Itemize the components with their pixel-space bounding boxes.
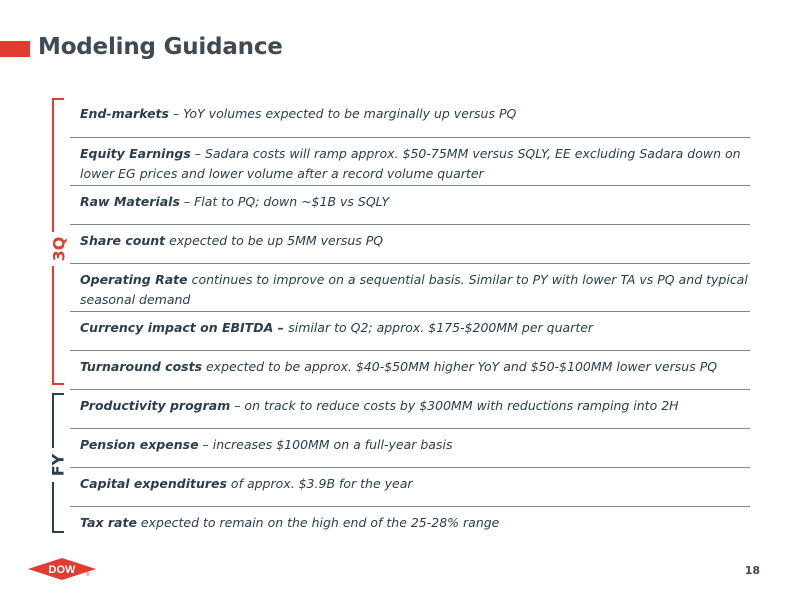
item-text: – YoY volumes expected to be marginally up versus PQ xyxy=(168,106,517,121)
list-item xyxy=(70,351,750,390)
list-item xyxy=(70,429,750,468)
list-item xyxy=(70,507,750,546)
bracket-3q-label: 3Q xyxy=(49,236,69,262)
item-text: – increases $100MM on a full-year basis xyxy=(198,437,453,452)
item-heading: Capital expenditures xyxy=(80,476,227,491)
item-heading: End-markets xyxy=(80,106,169,121)
item-heading: Productivity program xyxy=(80,398,231,413)
item-text: – Flat to PQ; down ~$1B vs SQLY xyxy=(179,194,390,209)
list-item xyxy=(70,390,750,429)
item-text: similar to Q2; approx. $175-$200MM per quarter xyxy=(288,320,594,335)
item-heading: Operating Rate xyxy=(80,272,188,287)
item-heading: Raw Materials xyxy=(80,194,180,209)
item-text: expected to remain on the high end of the 25-28% range xyxy=(136,515,500,530)
list-item xyxy=(70,186,750,225)
dow-logo-mark: ® xyxy=(86,572,90,578)
item-text: expected to be up 5MM versus PQ xyxy=(165,233,384,248)
item-text: – Sadara costs will ramp approx. $50-75MM versus SQLY, EE excluding Sadara down on lower EG prices and lower volume after a record volume quarter xyxy=(80,146,741,181)
item-text: of approx. $3.9B for the year xyxy=(226,476,413,491)
bracket-fy-label: FY xyxy=(48,453,68,477)
list-item xyxy=(70,98,750,138)
guidance-list xyxy=(70,98,750,546)
bracket-3q-label-wrap xyxy=(47,232,69,266)
item-text: – on track to reduce costs by $300MM with reductions ramping into 2H xyxy=(230,398,679,413)
list-item xyxy=(70,468,750,507)
item-text: expected to be approx. $40-$50MM higher YoY and $50-$100MM lower versus PQ xyxy=(202,359,718,374)
bracket-fy-label-wrap xyxy=(47,448,68,482)
list-item xyxy=(70,312,750,351)
page-title: Modeling Guidance xyxy=(38,34,283,60)
list-item xyxy=(70,138,750,186)
item-heading: Currency impact on EBITDA – xyxy=(80,320,289,335)
item-heading: Share count xyxy=(80,233,166,248)
item-heading: Pension expense xyxy=(80,437,199,452)
item-text: continues to improve on a sequential basis. Similar to PY with lower TA vs PQ and typical seasonal demand xyxy=(80,272,748,307)
item-heading: Tax rate xyxy=(80,515,137,530)
dow-logo xyxy=(28,558,96,580)
item-heading: Equity Earnings xyxy=(80,146,191,161)
page-number: 18 xyxy=(744,564,760,577)
title-accent-bar xyxy=(0,41,30,57)
list-item xyxy=(70,225,750,264)
dow-logo-text: DOW xyxy=(48,564,76,576)
list-item xyxy=(70,264,750,312)
item-heading: Turnaround costs xyxy=(80,359,203,374)
